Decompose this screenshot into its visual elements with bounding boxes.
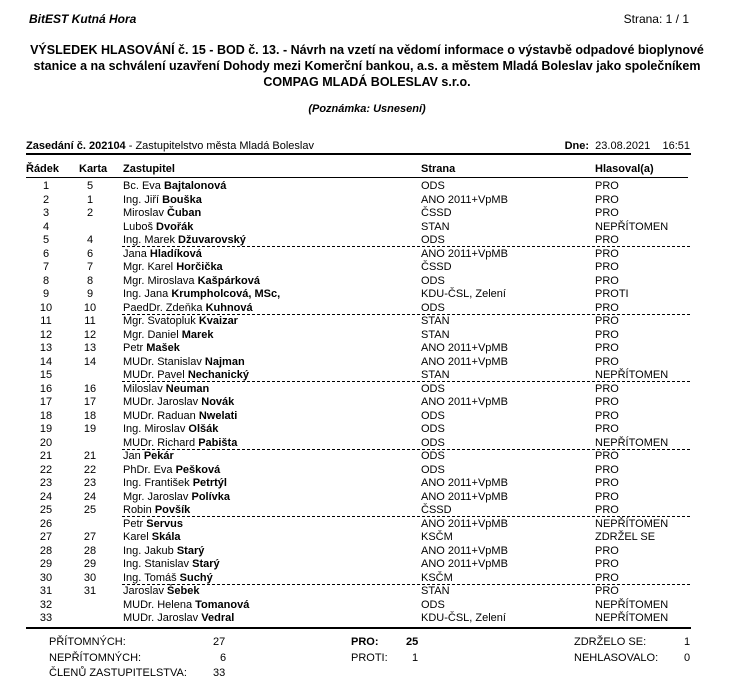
name-prefix: MUDr. Pavel (123, 369, 185, 381)
absent-count: 6 (220, 652, 227, 664)
present-label: PŘÍTOMNÝCH: (49, 636, 126, 648)
date-label: Dne: (564, 140, 590, 152)
surname: Pešková (175, 463, 221, 476)
row-number: 27 (39, 531, 53, 543)
name-prefix: Karel (123, 531, 149, 543)
vote: PRO (595, 328, 619, 341)
row-number: 15 (39, 369, 53, 381)
table-row (0, 315, 734, 329)
surname: Nwelati (198, 409, 238, 422)
party: ČSSD (421, 504, 452, 516)
name-prefix: Jaroslav (123, 585, 164, 597)
row-number: 4 (42, 220, 50, 233)
row-number: 28 (39, 544, 53, 557)
row-number: 29 (39, 558, 53, 570)
name-prefix: Mgr. Svatopluk (123, 315, 196, 327)
card-number: 10 (83, 301, 97, 314)
party: ODS (421, 301, 445, 314)
table-row (0, 518, 734, 532)
table-row (0, 302, 734, 316)
proti-count: 1 (412, 652, 419, 664)
name-prefix: Ing. Jiří (123, 193, 160, 206)
representative-name (123, 477, 227, 490)
surname: Nechanický (187, 369, 249, 381)
vote: PRO (595, 396, 619, 408)
representative-name (123, 383, 209, 396)
party: ANO 2011+VpMB (421, 517, 508, 530)
name-prefix: Robin (123, 504, 152, 516)
session-body: - Zastupitelstvo města Mladá Boleslav (125, 140, 314, 152)
party: KSČM (421, 571, 453, 584)
row-number: 33 (39, 612, 53, 624)
column-header-zastupitel: Zastupitel (123, 163, 175, 175)
vote: PRO (595, 355, 619, 368)
name-prefix: MUDr. Stanislav (123, 355, 202, 368)
row-number: 25 (39, 504, 53, 516)
row-number: 32 (39, 598, 53, 611)
card-number: 17 (83, 396, 97, 408)
party: STAN (421, 585, 450, 597)
card-number: 22 (83, 463, 97, 476)
surname: Horčička (176, 261, 223, 273)
vote: NEPŘÍTOMEN (595, 220, 669, 233)
representative-name (123, 302, 253, 315)
table-row (0, 275, 734, 289)
party: ODS (421, 598, 445, 611)
table-row (0, 572, 734, 586)
surname: Marek (181, 328, 214, 341)
surname: Olšák (188, 423, 219, 435)
representative-name (123, 612, 234, 625)
vote: NEPŘÍTOMEN (595, 436, 669, 449)
table-row (0, 180, 734, 194)
column-header-hlasoval: Hlasoval(a) (595, 163, 654, 175)
card-number: 18 (83, 409, 97, 422)
card-number: 21 (83, 450, 97, 462)
surname: Kuhnová (205, 301, 253, 314)
vote: PRO (595, 558, 619, 570)
table-row (0, 329, 734, 343)
table-row (0, 599, 734, 613)
card-number: 19 (83, 423, 97, 435)
table-row (0, 545, 734, 559)
representative-name (123, 315, 238, 328)
row-number: 10 (39, 301, 53, 314)
row-number: 14 (39, 355, 53, 368)
name-prefix: Mgr. Miroslava (123, 274, 195, 287)
vote: PRO (595, 504, 619, 516)
party: ODS (421, 409, 445, 422)
party: ODS (421, 450, 445, 462)
party: ODS (421, 463, 445, 476)
party: ČSSD (421, 261, 452, 273)
name-prefix: Miroslav (123, 207, 164, 219)
representative-name (123, 437, 237, 450)
table-row (0, 437, 734, 451)
representative-name (123, 248, 202, 261)
surname: Vedral (201, 612, 235, 624)
vote: PRO (595, 463, 619, 476)
name-prefix: PhDr. Eva (123, 463, 173, 476)
surname: Starý (176, 544, 205, 557)
party: KDU-ČSL, Zelení (421, 288, 506, 300)
card-number: 11 (84, 315, 96, 327)
party: ANO 2011+VpMB (421, 396, 508, 408)
vote: PRO (595, 247, 619, 260)
surname: Neuman (165, 382, 210, 395)
representative-name (123, 504, 190, 517)
session-info (26, 140, 314, 152)
party: KDU-ČSL, Zelení (421, 612, 506, 624)
name-prefix: Petr (123, 517, 144, 530)
row-number: 24 (39, 490, 53, 503)
representative-name (123, 545, 204, 558)
name-prefix: MUDr. Jaroslav (123, 396, 199, 408)
card-number: 8 (86, 274, 94, 287)
vote: NEPŘÍTOMEN (595, 612, 669, 624)
table-row (0, 531, 734, 545)
row-number: 26 (39, 517, 53, 530)
table-row (0, 396, 734, 410)
name-prefix: Ing. Tomáš (123, 571, 177, 584)
representative-name (123, 275, 260, 288)
representative-name (123, 356, 245, 369)
representative-name (123, 585, 199, 598)
party: ODS (421, 423, 445, 435)
party: STAN (421, 315, 450, 327)
table-row (0, 383, 734, 397)
row-number: 16 (39, 382, 53, 395)
representative-name (123, 572, 213, 585)
not-voted-count: 0 (684, 652, 691, 664)
vote: PRO (595, 315, 619, 327)
row-number: 3 (42, 207, 50, 219)
time-value: 16:51 (662, 140, 690, 152)
row-number: 11 (40, 315, 52, 327)
name-prefix: MUDr. Raduan (123, 409, 196, 422)
surname: Kvaizar (198, 315, 238, 327)
name-prefix: PaedDr. Zdeňka (123, 301, 203, 314)
abstained-label: ZDRŽELO SE: (574, 636, 647, 648)
card-number: 7 (86, 261, 94, 273)
vote: PRO (595, 544, 619, 557)
representative-name (123, 329, 214, 342)
row-number: 6 (42, 247, 50, 260)
abstained-count: 1 (684, 636, 691, 648)
table-row (0, 288, 734, 302)
page-number: Strana: 1 / 1 (623, 12, 689, 26)
vote: NEPŘÍTOMEN (595, 598, 669, 611)
representative-name (123, 599, 249, 612)
party: ANO 2011+VpMB (421, 477, 508, 489)
surname: Novák (201, 396, 235, 408)
proti-label: PROTI: (351, 652, 388, 664)
name-prefix: Ing. František (123, 477, 190, 489)
table-row (0, 207, 734, 221)
party: ČSSD (421, 207, 452, 219)
party: ODS (421, 436, 445, 449)
column-header-radek: Řádek (26, 163, 60, 175)
party: ANO 2011+VpMB (421, 247, 508, 260)
party: ANO 2011+VpMB (421, 490, 508, 503)
present-count: 27 (213, 636, 226, 648)
row-number: 23 (39, 477, 53, 489)
table-row (0, 248, 734, 262)
card-number: 25 (83, 504, 97, 516)
pro-count: 25 (406, 636, 419, 648)
row-number: 13 (39, 342, 53, 354)
party: ANO 2011+VpMB (421, 544, 508, 557)
vote: PRO (595, 423, 619, 435)
surname: Bajtalonová (163, 180, 227, 192)
table-row (0, 585, 734, 599)
representative-name (123, 491, 230, 504)
representative-name (123, 261, 223, 274)
representative-name (123, 180, 226, 193)
row-number: 9 (42, 288, 50, 300)
representative-name (123, 558, 220, 571)
header-divider (26, 177, 688, 178)
table-row (0, 221, 734, 235)
surname: Dvořák (156, 220, 194, 233)
surname: Starý (192, 558, 220, 570)
table-row (0, 558, 734, 572)
representative-name (123, 518, 183, 531)
surname: Skála (151, 531, 181, 543)
vote: PROTI (595, 288, 629, 300)
card-number: 30 (83, 571, 97, 584)
surname: Mašek (146, 342, 180, 354)
name-prefix: Miloslav (123, 382, 163, 395)
card-number: 31 (83, 585, 97, 597)
vote: PRO (595, 571, 619, 584)
name-prefix: Ing. Jakub (123, 544, 174, 557)
vote: ZDRŽEL SE (595, 531, 656, 543)
representative-name (123, 221, 193, 234)
card-number: 1 (86, 193, 94, 206)
row-number: 12 (39, 328, 53, 341)
card-number: 9 (86, 288, 94, 300)
surname: Najman (204, 355, 245, 368)
table-row (0, 423, 734, 437)
table-row (0, 450, 734, 464)
vote: PRO (595, 342, 619, 354)
representative-name (123, 234, 246, 247)
table-row (0, 194, 734, 208)
vote: PRO (595, 207, 619, 219)
table-row (0, 369, 734, 383)
party: ODS (421, 180, 445, 192)
table-row (0, 342, 734, 356)
party: ODS (421, 382, 445, 395)
vote: NEPŘÍTOMEN (595, 369, 669, 381)
card-number: 6 (86, 247, 94, 260)
row-number: 22 (39, 463, 53, 476)
surname: Krumpholcová, MSc, (171, 288, 281, 300)
session-number: Zasedání č. 202104 (26, 140, 126, 152)
name-prefix: Ing. Jana (123, 288, 169, 300)
vote-note: (Poznámka: Usnesení) (308, 103, 426, 115)
row-number: 19 (39, 423, 53, 435)
card-number: 4 (86, 234, 94, 246)
name-prefix: Ing. Miroslav (123, 423, 186, 435)
row-number: 2 (42, 193, 50, 206)
table-row (0, 491, 734, 505)
name-prefix: Bc. Eva (123, 180, 161, 192)
organization-name: BitEST Kutná Hora (29, 12, 137, 26)
representative-name (123, 342, 180, 355)
vote: PRO (595, 301, 619, 314)
row-number: 8 (42, 274, 50, 287)
row-number: 5 (42, 234, 50, 246)
surname: Pekár (143, 450, 174, 462)
name-prefix: Mgr. Daniel (123, 328, 179, 341)
card-number: 29 (83, 558, 97, 570)
surname: Čuban (167, 207, 202, 219)
vote: PRO (595, 193, 619, 206)
party: ODS (421, 274, 445, 287)
name-prefix: Jana (123, 247, 147, 260)
party: ANO 2011+VpMB (421, 558, 508, 570)
surname: Suchý (179, 571, 213, 584)
name-prefix: MUDr. Jaroslav (123, 612, 199, 624)
row-number: 31 (39, 585, 53, 597)
representative-name (123, 410, 237, 423)
card-number: 24 (83, 490, 97, 503)
card-number: 23 (83, 477, 97, 489)
table-row (0, 477, 734, 491)
surname: Polívka (191, 490, 231, 503)
row-number: 21 (39, 450, 53, 462)
surname: Hladíková (149, 247, 202, 260)
representative-name (123, 423, 218, 436)
table-row (0, 261, 734, 275)
table-row (0, 612, 734, 626)
party: ODS (421, 234, 445, 246)
absent-label: NEPŘÍTOMNÝCH: (49, 652, 142, 664)
vote-table (0, 180, 734, 626)
column-header-karta: Karta (79, 163, 108, 175)
surname: Pabišta (198, 436, 238, 449)
members-label: ČLENŮ ZASTUPITELSTVA: (49, 667, 187, 679)
table-row (0, 410, 734, 424)
vote: PRO (595, 274, 619, 287)
name-prefix: Mgr. Karel (123, 261, 174, 273)
row-number: 30 (39, 571, 53, 584)
card-number: 14 (83, 355, 97, 368)
surname: Servus (146, 517, 183, 530)
vote-title: VÝSLEDEK HLASOVÁNÍ č. 15 - BOD č. 13. - Návrh na vzetí na vědomí informace o výstavbě odpadové bioplynové stanice a na schválení uzavření Dohody mezi Komerční bankou, a.s. a městem Mladá Boleslav jako společníkem COMPAG MLADÁ BOLESLAV s.r.o. (30, 43, 704, 89)
card-number: 5 (86, 180, 94, 192)
surname: Džuvarovský (178, 234, 246, 246)
vote: PRO (595, 382, 619, 395)
party: KSČM (421, 531, 453, 543)
vote: PRO (595, 477, 619, 489)
session-date (565, 140, 690, 152)
name-prefix: Petr (123, 342, 144, 354)
representative-name (123, 531, 181, 544)
surname: Petrtýl (192, 477, 227, 489)
row-number: 7 (42, 261, 50, 273)
surname: Povšík (154, 504, 191, 516)
divider (26, 153, 691, 155)
name-prefix: Ing. Stanislav (123, 558, 190, 570)
card-number: 27 (83, 531, 97, 543)
column-header-strana: Strana (421, 163, 456, 175)
vote: PRO (595, 180, 619, 192)
party: ANO 2011+VpMB (421, 342, 508, 354)
representative-name (123, 369, 249, 382)
representative-name (123, 194, 202, 207)
representative-name (123, 464, 220, 477)
party: ANO 2011+VpMB (421, 193, 508, 206)
party: STAN (421, 369, 450, 381)
vote: PRO (595, 490, 619, 503)
party: STAN (421, 220, 450, 233)
vote: PRO (595, 261, 619, 273)
members-count: 33 (213, 667, 226, 679)
representative-name (123, 288, 280, 301)
name-prefix: Jan (123, 450, 141, 462)
party: STAN (421, 328, 450, 341)
table-row (0, 356, 734, 370)
row-number: 20 (39, 436, 53, 449)
name-prefix: Mgr. Jaroslav (123, 490, 189, 503)
surname: Šebek (167, 585, 200, 597)
party: ANO 2011+VpMB (421, 355, 508, 368)
name-prefix: Luboš (123, 220, 153, 233)
name-prefix: MUDr. Richard (123, 436, 196, 449)
name-prefix: Ing. Marek (123, 234, 175, 246)
date-value: 23.08.2021 (595, 140, 651, 152)
name-prefix: MUDr. Helena (123, 598, 193, 611)
surname: Kašpárková (197, 274, 260, 287)
vote: PRO (595, 234, 619, 246)
not-voted-label: NEHLASOVALO: (574, 652, 659, 664)
divider (26, 627, 691, 629)
card-number: 12 (83, 328, 97, 341)
row-number: 1 (42, 180, 50, 192)
table-row (0, 464, 734, 478)
representative-name (123, 450, 174, 463)
card-number: 2 (86, 207, 94, 219)
table-row (0, 504, 734, 518)
vote: PRO (595, 409, 619, 422)
representative-name (123, 207, 201, 220)
row-number: 18 (39, 409, 53, 422)
row-number: 17 (39, 396, 53, 408)
vote: NEPŘÍTOMEN (595, 517, 669, 530)
pro-label: PRO: (351, 636, 379, 648)
representative-name (123, 396, 234, 409)
vote: PRO (595, 450, 619, 462)
card-number: 13 (83, 342, 97, 354)
vote: PRO (595, 585, 619, 597)
table-row (0, 234, 734, 248)
card-number: 28 (83, 544, 97, 557)
card-number: 16 (83, 382, 97, 395)
surname: Tomanová (195, 598, 250, 611)
surname: Bouška (162, 193, 202, 206)
